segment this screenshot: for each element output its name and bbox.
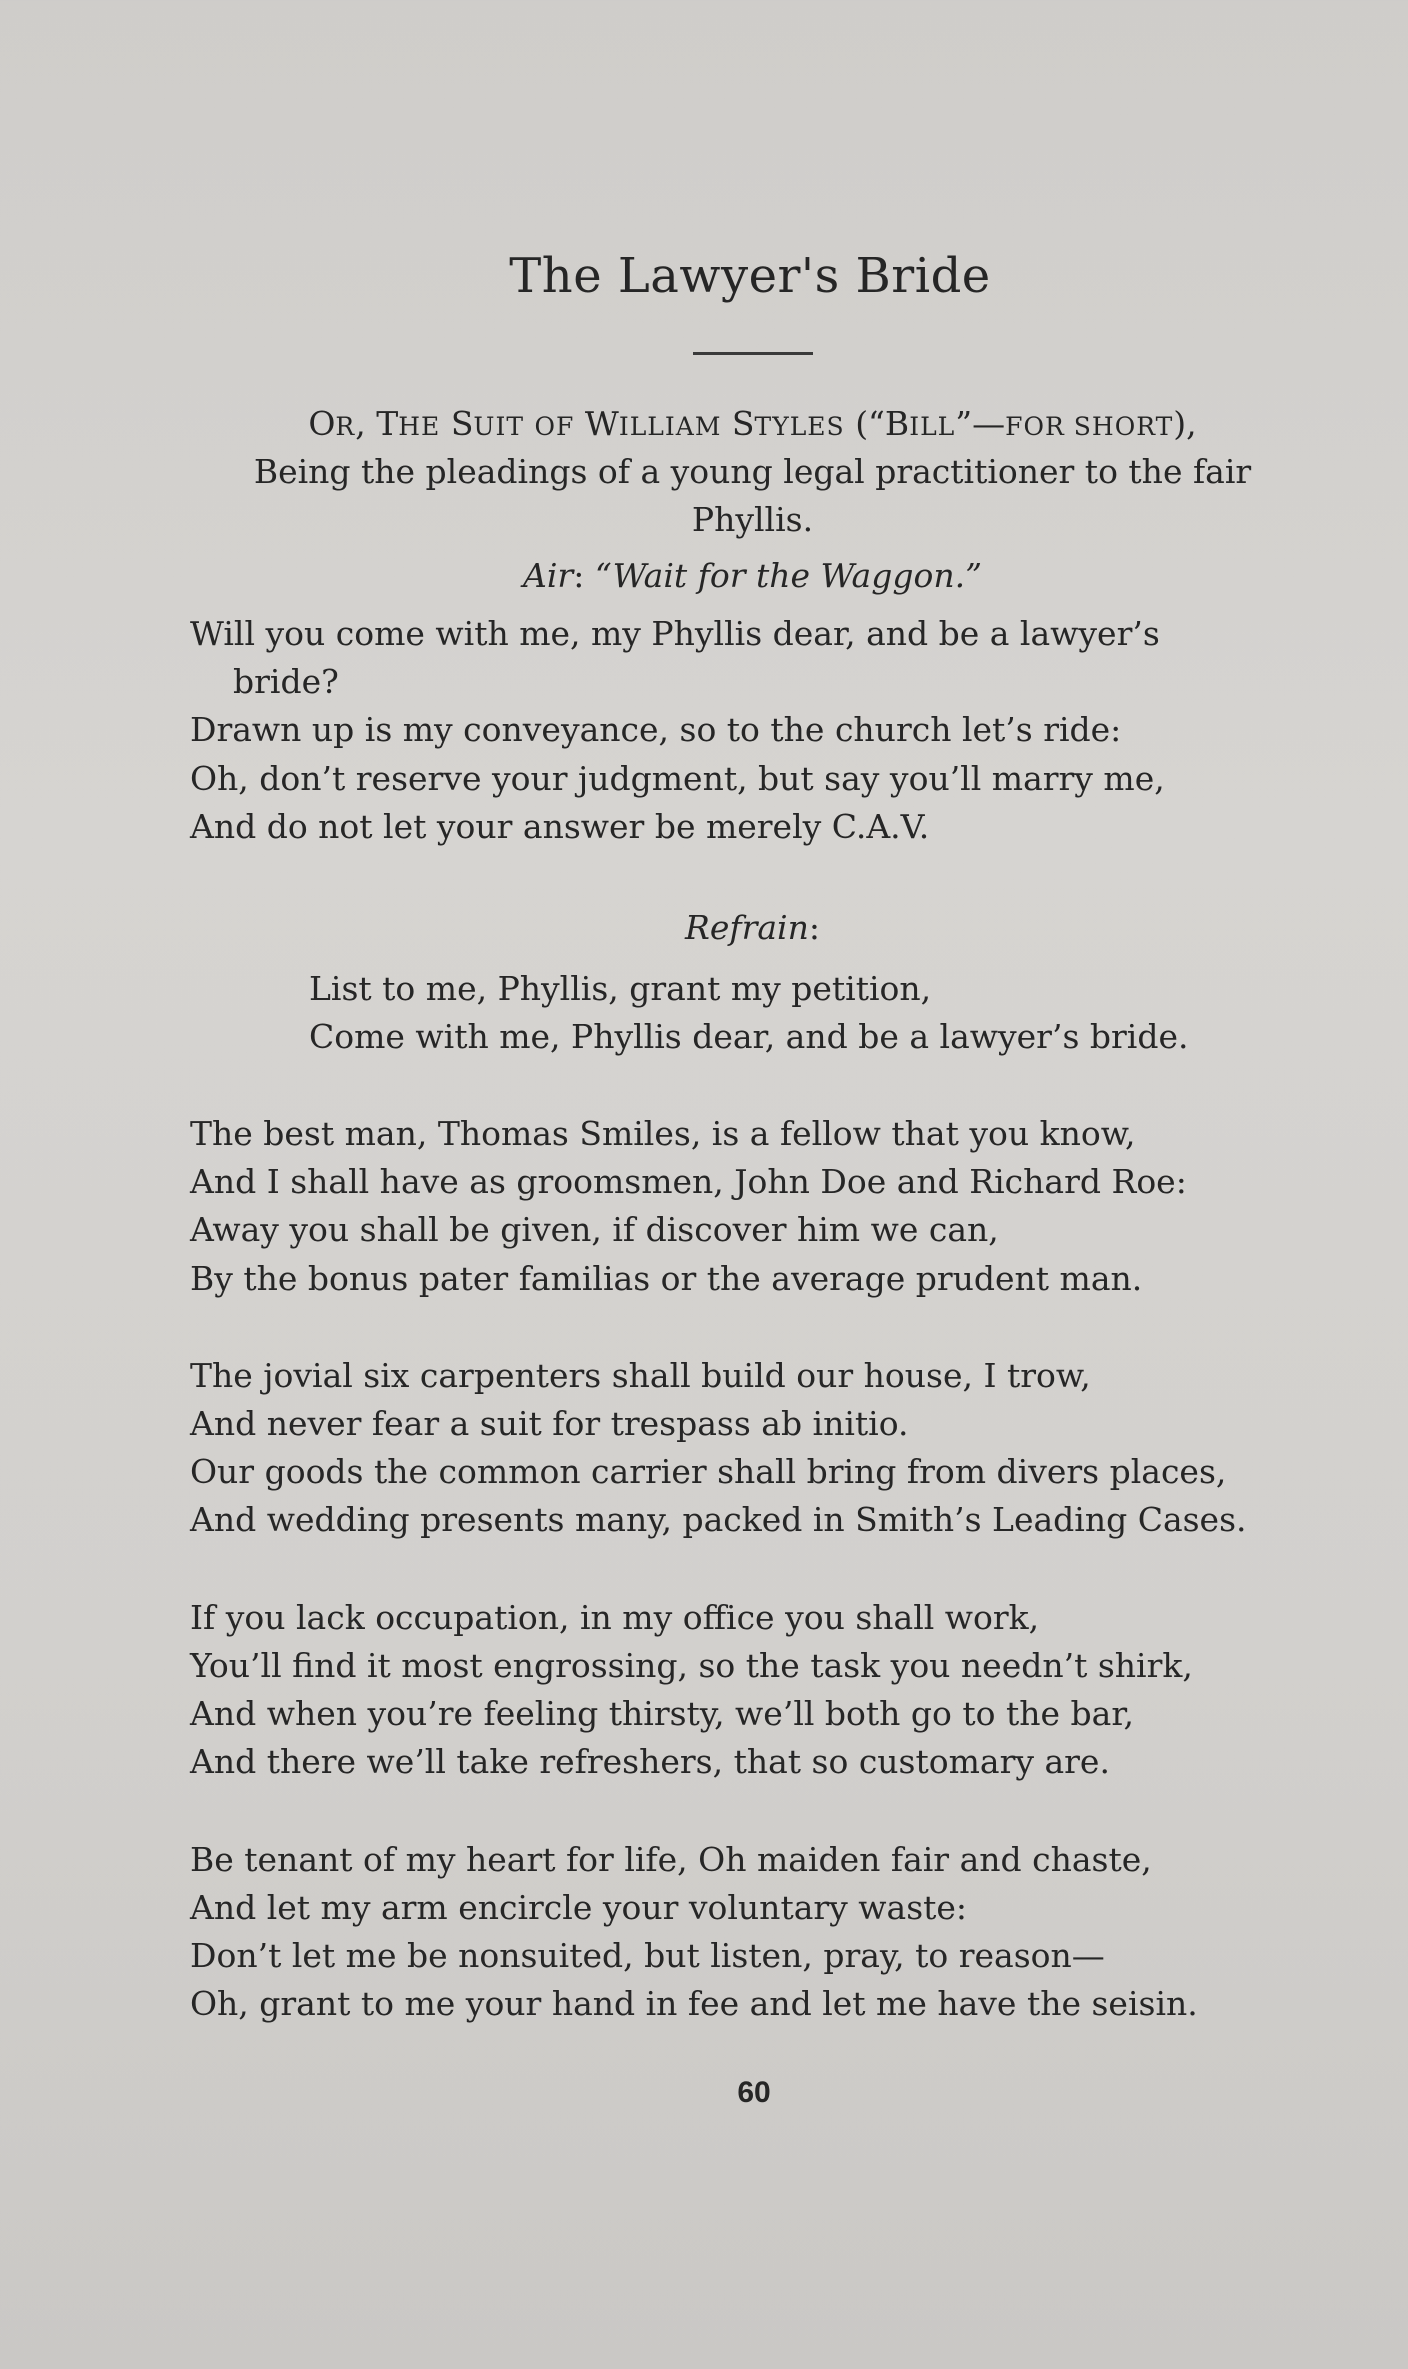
subtitle-or-initial: O bbox=[308, 404, 336, 443]
verse5-line-4: Oh, grant to me your hand in fee and let me have the seisin. bbox=[190, 1984, 1198, 2023]
refrain-label: Refrain bbox=[685, 908, 809, 947]
subtitle-line-3: Phyllis. bbox=[691, 500, 814, 539]
verse2-line-3: Away you shall be given, if discover him we can, bbox=[190, 1210, 999, 1249]
verse5-line-3: Don’t let me be nonsuited, but listen, pray, to reason— bbox=[190, 1936, 1105, 1975]
refrain-line-1: List to me, Phyllis, grant my petition, bbox=[309, 969, 932, 1008]
verse2-line-4: By the bonus pater familias or the average prudent man. bbox=[190, 1259, 1143, 1298]
subtitle-styles-initial: S bbox=[731, 404, 755, 443]
verse2-line-2: And I shall have as groomsmen, John Doe and Richard Roe: bbox=[190, 1162, 1187, 1201]
subtitle-close: ), bbox=[1173, 404, 1197, 443]
air-line bbox=[190, 552, 1315, 600]
title-rule bbox=[693, 352, 813, 355]
subtitle-line-2: Being the pleadings of a young legal practitioner to the fair bbox=[253, 452, 1252, 491]
verse1-line-2: Drawn up is my conveyance, so to the church let’s ride: bbox=[190, 710, 1122, 749]
verse4-line-1: If you lack occupation, in my office you shall work, bbox=[190, 1598, 1040, 1637]
verse2-line-1: The best man, Thomas Smiles, is a fellow that you know, bbox=[190, 1114, 1136, 1153]
air-label: Air bbox=[523, 556, 574, 595]
verse3-line-3: Our goods the common carrier shall bring from divers places, bbox=[190, 1452, 1227, 1491]
air-song: “Wait for the Waggon.” bbox=[594, 556, 982, 595]
verse4-line-2: You’ll find it most engrossing, so the task you needn’t shirk, bbox=[190, 1646, 1193, 1685]
subtitle-bill-close: ”— bbox=[955, 404, 1006, 443]
verse1-line-1-cont: bride? bbox=[233, 662, 339, 701]
verse4-line-3: And when you’re feeling thirsty, we’ll both go to the bar, bbox=[190, 1694, 1134, 1733]
subtitle-bill-rest: ILL bbox=[909, 412, 956, 441]
subtitle-styles-rest: TYLES bbox=[754, 412, 845, 441]
subtitle-william-initial: W bbox=[584, 404, 619, 443]
verse1-line-3: Oh, don’t reserve your judgment, but say you’ll marry me, bbox=[190, 759, 1165, 798]
verse3-line-4: And wedding presents many, packed in Smith’s Leading Cases. bbox=[190, 1500, 1247, 1539]
subtitle-bill-open: (“B bbox=[855, 404, 910, 443]
verse1-line-4: And do not let your answer be merely C.A.V. bbox=[190, 807, 930, 846]
verse5-line-2: And let my arm encircle your voluntary waste: bbox=[190, 1888, 968, 1927]
subtitle-for-short: FOR SHORT bbox=[1005, 412, 1174, 441]
verse4-line-4: And there we’ll take refreshers, that so customary are. bbox=[190, 1742, 1110, 1781]
verse1-line-1: Will you come with me, my Phyllis dear, and be a lawyer’s bbox=[190, 614, 1160, 653]
refrain-line-2: Come with me, Phyllis dear, and be a lawyer’s bride. bbox=[309, 1017, 1189, 1056]
page-title: The Lawyer's Bride bbox=[509, 248, 991, 304]
subtitle-of: OF bbox=[534, 412, 575, 441]
subtitle-suit-rest: UIT bbox=[473, 412, 525, 441]
refrain-heading bbox=[190, 904, 1315, 952]
page-number: 60 bbox=[737, 2076, 771, 2109]
verse3-line-1: The jovial six carpenters shall build our house, I trow, bbox=[190, 1356, 1091, 1395]
subtitle-the-initial: T bbox=[376, 404, 399, 443]
refrain-colon: : bbox=[808, 908, 820, 947]
subtitle-william-rest: ILLIAM bbox=[618, 412, 722, 441]
air-colon: : bbox=[573, 556, 595, 595]
subtitle-the-rest: HE bbox=[398, 412, 441, 441]
verse3-line-2: And never fear a suit for trespass ab initio. bbox=[190, 1404, 909, 1443]
verse5-line-1: Be tenant of my heart for life, Oh maiden fair and chaste, bbox=[190, 1840, 1152, 1879]
subtitle-line-1: OR, THE SUIT OF WILLIAM STYLES (“BILL”—FOR SHORT), bbox=[308, 404, 1197, 443]
subtitle-or-rest: R bbox=[335, 412, 356, 441]
subtitle-suit-initial: S bbox=[450, 404, 474, 443]
